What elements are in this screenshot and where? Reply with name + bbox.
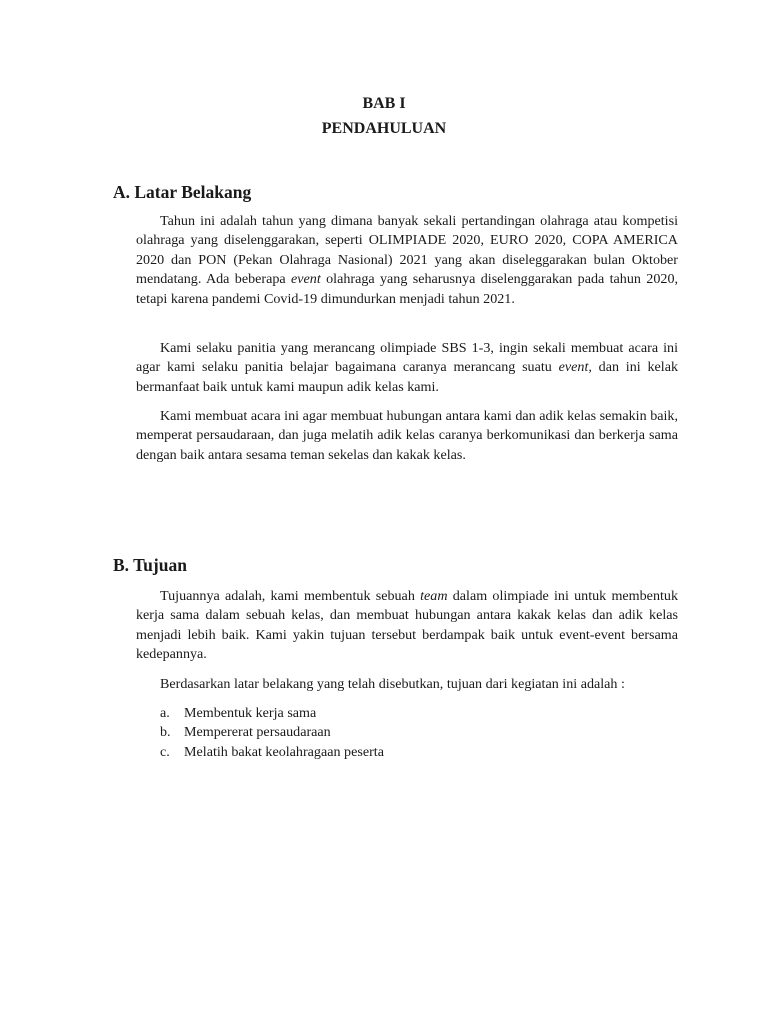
- paragraph-tujuan-1: [136, 587, 678, 665]
- paragraph-latar-belakang-2: [136, 339, 678, 397]
- list-item-text: Melatih bakat keolahragaan peserta: [184, 743, 384, 760]
- list-item: [160, 704, 384, 723]
- italic-term: event: [291, 271, 321, 288]
- paragraph-text: Tahun ini adalah tahun yang dimana banyak sekali pertandingan olahraga atau kompetisi olahraga yang diselenggarakan, seperti OLIMPIADE 2020, EURO 2020, COPA AMERICA 2020 dan PON (Pekan Olahraga Nasional) 2021 yang akan diseleggarakan bulan Oktober mendatang. Ada beberapa: [136, 213, 678, 288]
- section-heading-latar-belakang: A. Latar Belakang: [113, 182, 252, 202]
- paragraph-text: dan ini kelak bermanfaat baik untuk kami maupun adik kelas kami.: [136, 359, 678, 395]
- italic-term: team: [420, 588, 448, 604]
- section-heading-tujuan: B. Tujuan: [113, 555, 187, 575]
- list-item-text: Membentuk kerja sama: [184, 705, 317, 721]
- italic-term: event,: [558, 359, 592, 376]
- list-item-text: Mempererat persaudaraan: [184, 724, 331, 741]
- list-marker: b.: [160, 724, 171, 741]
- list-marker: a.: [160, 705, 170, 721]
- paragraph-text: Tujuannya adalah, kami membentuk sebuah: [160, 588, 421, 604]
- list-item: [160, 743, 384, 762]
- tujuan-list: [160, 704, 384, 762]
- paragraph-latar-belakang-3: Kami membuat acara ini agar membuat hubungan antara kami dan adik kelas semakin baik, memperat persaudaraan, dan juga melatih adik kelas caranya berkomunikasi dan berkerja sama dengan baik antara sesama teman sekelas dan kakak kelas.: [136, 408, 678, 463]
- paragraph-tujuan-2: Berdasarkan latar belakang yang telah disebutkan, tujuan dari kegiatan ini adalah :: [160, 676, 625, 692]
- chapter-number: BAB I: [362, 95, 406, 112]
- paragraph-text: Kami selaku panitia yang merancang olimpiade SBS 1-3, ingin sekali membuat acara ini agar kami selaku panitia belajar bagaimana caranya merancang suatu: [136, 340, 678, 376]
- paragraph-text: olahraga yang seharusnya diselenggarakan pada tahun 2020, tetapi karena pandemi Covid-19 dimundurkan menjadi tahun 2021.: [136, 271, 679, 307]
- paragraph-text: dalam olimpiade ini untuk membentuk kerja sama dalam sebuah kelas, dan membuat hubungan antara kakak kelas dan adik kelas menjadi lebih baik. Kami yakin tujuan tersebut berdampak baik untuk event-event bersama kedepannya.: [136, 588, 678, 663]
- list-item: [160, 723, 384, 742]
- list-marker: c.: [160, 743, 170, 760]
- chapter-title: PENDAHULUAN: [321, 120, 447, 137]
- paragraph-latar-belakang-1: [136, 212, 678, 309]
